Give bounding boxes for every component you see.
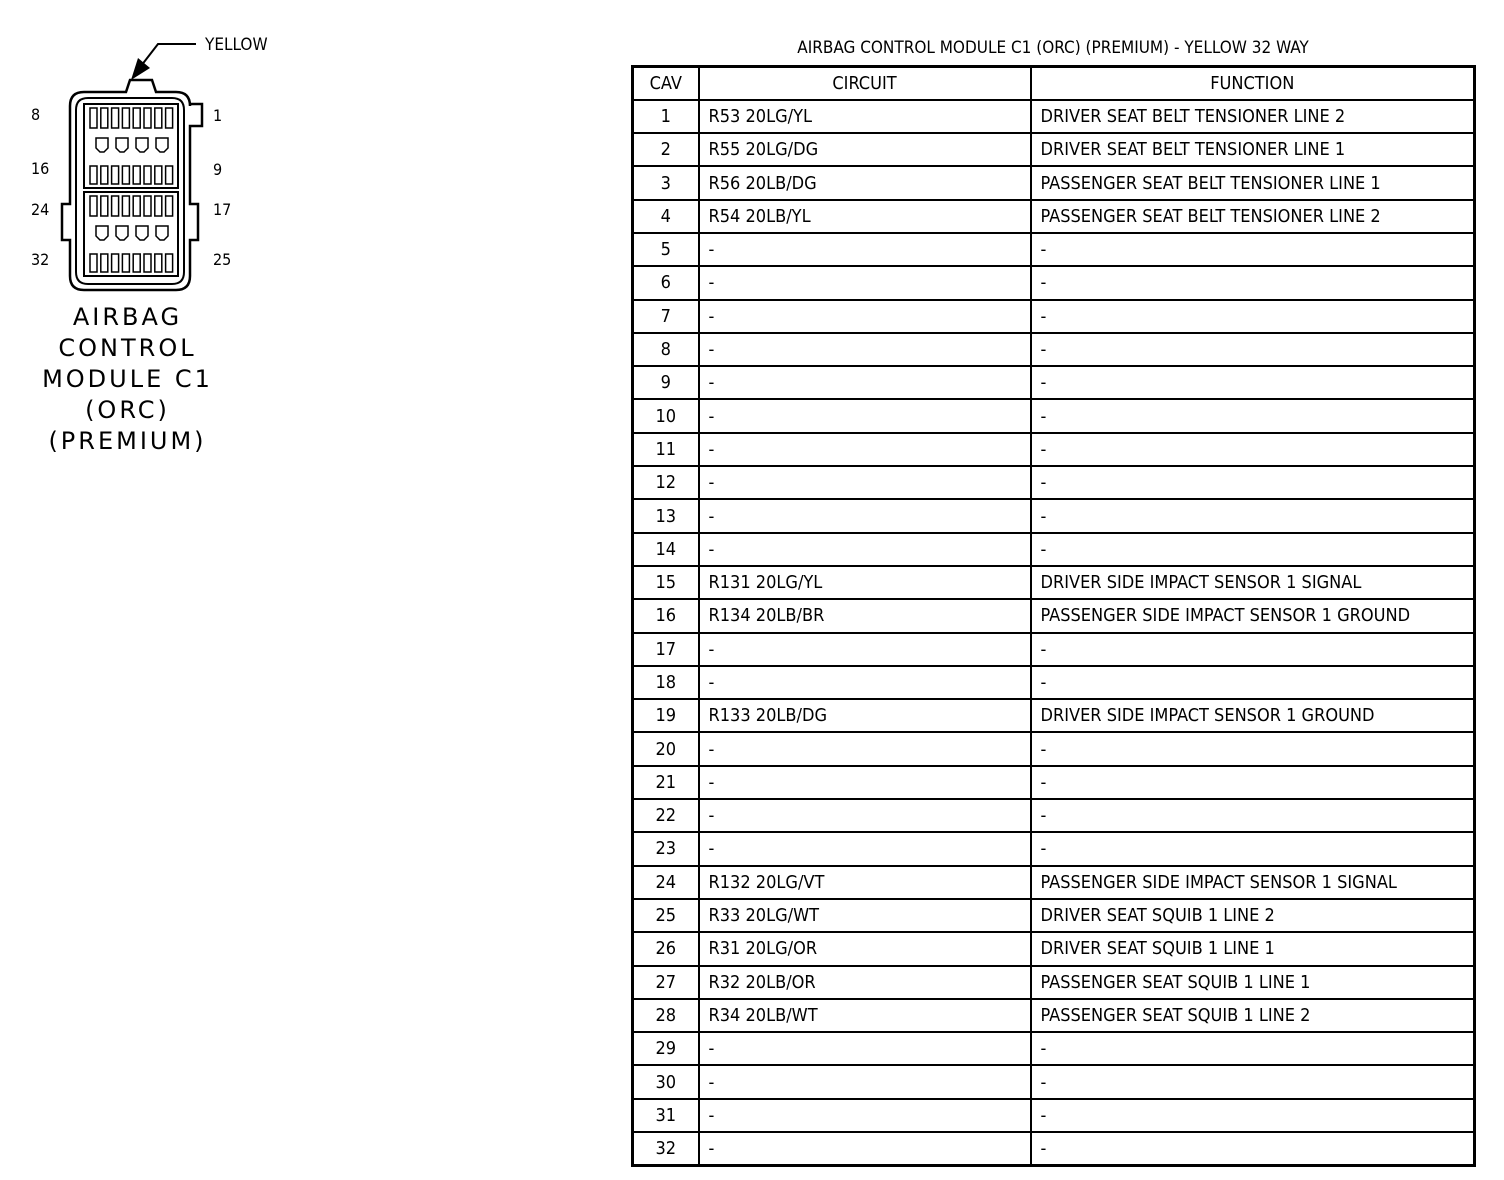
table-row — [633, 799, 1475, 832]
cell-circuit: R34 20LB/WT — [699, 999, 1031, 1032]
cell-cav: 31 — [633, 1099, 699, 1132]
cell-function: - — [1031, 300, 1475, 333]
cell-function: DRIVER SEAT BELT TENSIONER LINE 1 — [1031, 133, 1475, 166]
table-row — [633, 233, 1475, 266]
cavity-slots — [90, 108, 173, 272]
table-title: AIRBAG CONTROL MODULE C1 (ORC) (PREMIUM) - YELLOW 32 WAY — [797, 38, 1309, 58]
table-row — [633, 1132, 1475, 1165]
cell-function: PASSENGER SEAT SQUIB 1 LINE 2 — [1031, 999, 1475, 1032]
table-row — [633, 1099, 1475, 1132]
table-row — [633, 333, 1475, 366]
cell-cav: 3 — [633, 166, 699, 199]
cell-function: - — [1031, 466, 1475, 499]
cell-cav: 7 — [633, 300, 699, 333]
connector-color-label: YELLOW — [205, 35, 268, 55]
cell-function: DRIVER SIDE IMPACT SENSOR 1 GROUND — [1031, 699, 1475, 732]
table-row — [633, 899, 1475, 932]
cell-circuit: - — [699, 300, 1031, 333]
pin-label-9: 9 — [213, 160, 223, 179]
cell-cav: 27 — [633, 966, 699, 999]
table-row — [633, 466, 1475, 499]
cell-function: - — [1031, 732, 1475, 765]
cell-cav: 22 — [633, 799, 699, 832]
cell-cav: 4 — [633, 200, 699, 233]
pin-label-1: 1 — [213, 106, 223, 125]
cell-circuit: - — [699, 533, 1031, 566]
cell-cav: 14 — [633, 533, 699, 566]
cell-circuit: - — [699, 366, 1031, 399]
cell-function: PASSENGER SEAT BELT TENSIONER LINE 2 — [1031, 200, 1475, 233]
table-row — [633, 166, 1475, 199]
cell-function: DRIVER SIDE IMPACT SENSOR 1 SIGNAL — [1031, 566, 1475, 599]
cell-cav: 16 — [633, 599, 699, 632]
table-row — [633, 399, 1475, 432]
cell-function: - — [1031, 1099, 1475, 1132]
cell-cav: 25 — [633, 899, 699, 932]
cell-circuit: R55 20LG/DG — [699, 133, 1031, 166]
cell-circuit: - — [699, 666, 1031, 699]
cell-function: - — [1031, 832, 1475, 865]
cell-cav: 19 — [633, 699, 699, 732]
cell-circuit: - — [699, 832, 1031, 865]
cell-circuit: - — [699, 233, 1031, 266]
cell-circuit: - — [699, 266, 1031, 299]
table-row — [633, 566, 1475, 599]
table-row — [633, 732, 1475, 765]
cell-circuit: R56 20LB/DG — [699, 166, 1031, 199]
table-row — [633, 666, 1475, 699]
cavity-table — [631, 65, 1476, 1167]
cell-function: PASSENGER SEAT BELT TENSIONER LINE 1 — [1031, 166, 1475, 199]
table-row — [633, 832, 1475, 865]
cell-circuit: R131 20LG/YL — [699, 566, 1031, 599]
cell-cav: 15 — [633, 566, 699, 599]
cell-function: - — [1031, 799, 1475, 832]
cell-function: DRIVER SEAT SQUIB 1 LINE 1 — [1031, 932, 1475, 965]
cell-function: - — [1031, 766, 1475, 799]
cell-cav: 12 — [633, 466, 699, 499]
cell-cav: 2 — [633, 133, 699, 166]
cell-cav: 13 — [633, 499, 699, 532]
cell-cav: 21 — [633, 766, 699, 799]
cell-circuit: - — [699, 1065, 1031, 1098]
cell-function: - — [1031, 266, 1475, 299]
cell-cav: 20 — [633, 732, 699, 765]
connector-name-line-4: (ORC) — [85, 396, 170, 424]
cell-cav: 8 — [633, 333, 699, 366]
cell-function: - — [1031, 366, 1475, 399]
cell-cav: 32 — [633, 1132, 699, 1165]
cell-circuit: R32 20LB/OR — [699, 966, 1031, 999]
pin-label-24: 24 — [31, 200, 50, 219]
table-row — [633, 200, 1475, 233]
cell-circuit: R53 20LG/YL — [699, 100, 1031, 133]
cell-function: PASSENGER SIDE IMPACT SENSOR 1 SIGNAL — [1031, 866, 1475, 899]
cell-cav: 11 — [633, 433, 699, 466]
cell-function: DRIVER SEAT SQUIB 1 LINE 2 — [1031, 899, 1475, 932]
cell-function: - — [1031, 633, 1475, 666]
table-row — [633, 866, 1475, 899]
cell-function: - — [1031, 1132, 1475, 1165]
connector-name-label — [20, 302, 235, 457]
cell-function: PASSENGER SIDE IMPACT SENSOR 1 GROUND — [1031, 599, 1475, 632]
table-row — [633, 366, 1475, 399]
cell-circuit: - — [699, 466, 1031, 499]
cell-circuit: - — [699, 799, 1031, 832]
cell-circuit: - — [699, 766, 1031, 799]
cell-cav: 5 — [633, 233, 699, 266]
pin-label-8: 8 — [31, 105, 41, 124]
table-header-row — [633, 67, 1475, 100]
cell-cav: 26 — [633, 932, 699, 965]
cell-cav: 10 — [633, 399, 699, 432]
cell-circuit: - — [699, 499, 1031, 532]
table-row — [633, 999, 1475, 1032]
cell-cav: 6 — [633, 266, 699, 299]
cell-circuit: - — [699, 1132, 1031, 1165]
cell-cav: 17 — [633, 633, 699, 666]
connector-name-line-5: (PREMIUM) — [48, 427, 207, 455]
cell-circuit: R54 20LB/YL — [699, 200, 1031, 233]
cell-circuit: - — [699, 732, 1031, 765]
cell-cav: 18 — [633, 666, 699, 699]
table-row — [633, 966, 1475, 999]
pin-label-32: 32 — [31, 250, 50, 269]
cell-circuit: R132 20LG/VT — [699, 866, 1031, 899]
table-row — [633, 766, 1475, 799]
table-row — [633, 633, 1475, 666]
cell-function: PASSENGER SEAT SQUIB 1 LINE 1 — [1031, 966, 1475, 999]
cell-cav: 28 — [633, 999, 699, 1032]
cell-function: - — [1031, 499, 1475, 532]
cell-circuit: - — [699, 1099, 1031, 1132]
cell-circuit: - — [699, 633, 1031, 666]
cell-circuit: - — [699, 433, 1031, 466]
pin-label-25: 25 — [213, 250, 232, 269]
table-row — [633, 133, 1475, 166]
cell-function: - — [1031, 1065, 1475, 1098]
table-row — [633, 932, 1475, 965]
cell-cav: 24 — [633, 866, 699, 899]
table-row — [633, 300, 1475, 333]
cell-function: - — [1031, 433, 1475, 466]
connector-name-line-1: AIRBAG — [72, 303, 183, 331]
table-row — [633, 433, 1475, 466]
table-row — [633, 499, 1475, 532]
connector-diagram — [0, 0, 320, 480]
table-body — [633, 100, 1475, 1166]
cell-cav: 30 — [633, 1065, 699, 1098]
pin-label-16: 16 — [31, 159, 50, 178]
table-row — [633, 533, 1475, 566]
cell-cav: 29 — [633, 1032, 699, 1065]
cell-cav: 23 — [633, 832, 699, 865]
header-circuit: CIRCUIT — [699, 67, 1031, 100]
cell-circuit: R133 20LB/DG — [699, 699, 1031, 732]
cell-function: - — [1031, 533, 1475, 566]
cell-function: - — [1031, 333, 1475, 366]
pin-label-17: 17 — [213, 200, 232, 219]
connector-name-line-2: CONTROL — [58, 334, 197, 362]
cell-circuit: - — [699, 1032, 1031, 1065]
cell-circuit: R31 20LG/OR — [699, 932, 1031, 965]
cell-function: - — [1031, 1032, 1475, 1065]
cell-circuit: - — [699, 399, 1031, 432]
cell-cav: 9 — [633, 366, 699, 399]
cell-function: - — [1031, 233, 1475, 266]
table-row — [633, 699, 1475, 732]
header-cav: CAV — [633, 67, 699, 100]
table-row — [633, 1065, 1475, 1098]
cell-circuit: R33 20LG/WT — [699, 899, 1031, 932]
cell-circuit: - — [699, 333, 1031, 366]
cell-function: - — [1031, 399, 1475, 432]
table-row — [633, 599, 1475, 632]
connector-name-line-3: MODULE C1 — [42, 365, 213, 393]
table-row — [633, 100, 1475, 133]
header-function: FUNCTION — [1031, 67, 1475, 100]
cell-function: DRIVER SEAT BELT TENSIONER LINE 2 — [1031, 100, 1475, 133]
cell-function: - — [1031, 666, 1475, 699]
cell-circuit: R134 20LB/BR — [699, 599, 1031, 632]
cell-cav: 1 — [633, 100, 699, 133]
table-row — [633, 1032, 1475, 1065]
table-row — [633, 266, 1475, 299]
